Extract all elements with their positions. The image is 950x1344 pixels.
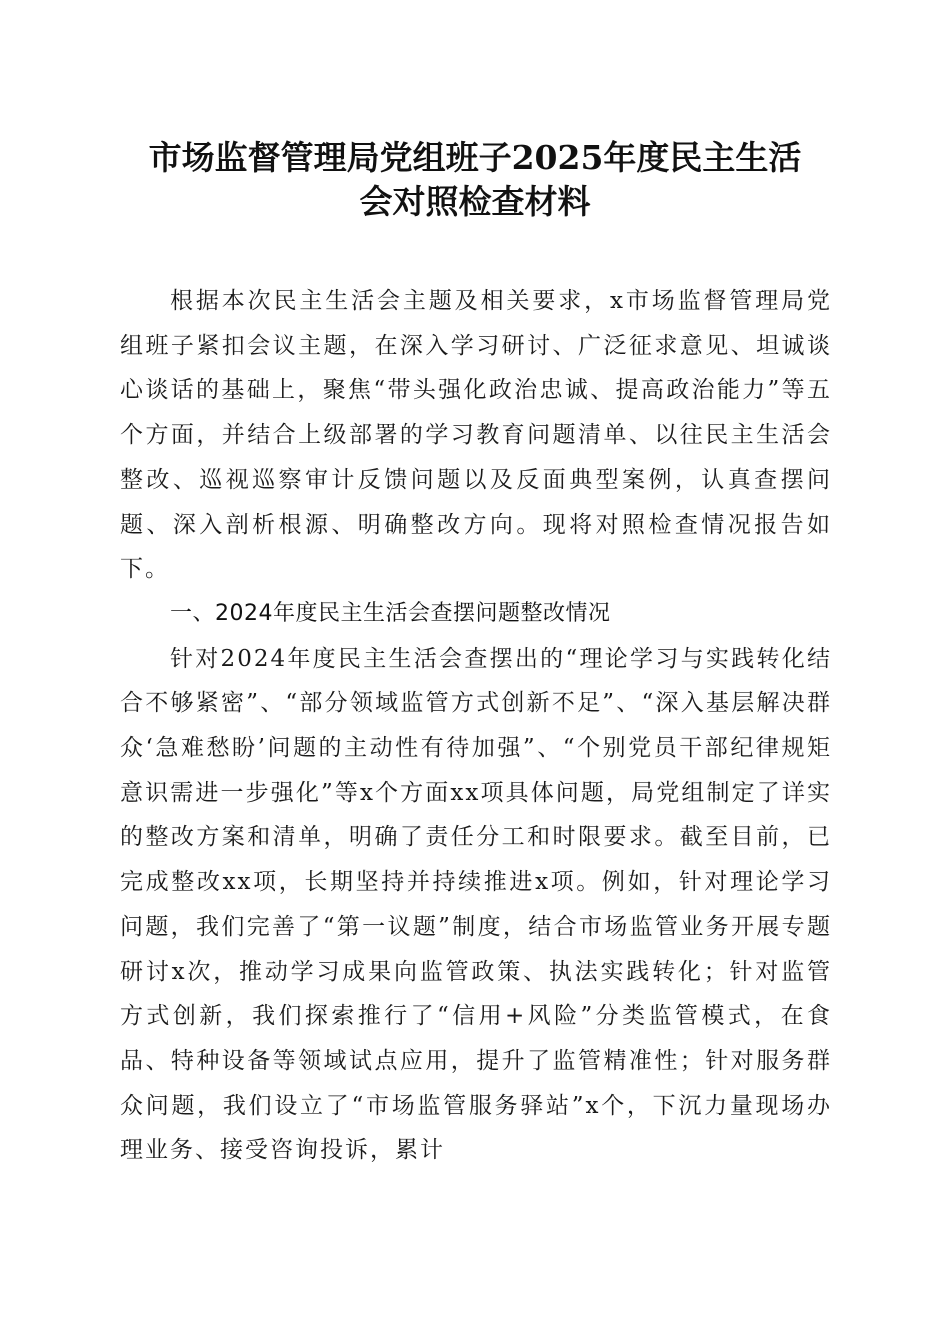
intro-paragraph: 根据本次民主生活会主题及相关要求，x市场监督管理局党组班子紧扣会议主题，在深入学习研讨、广泛征求意见、坦诚谈心谈话的基础上，聚焦“带头强化政治忠诚、提高政治能力”等五个方面，并结合上级部署的学习教育问题清单、以往民主生活会整改、巡视巡察审计反馈问题以及反面典型案例，认真查摆问题、深入剖析根源、明确整改方向。现将对照检查情况报告如下。: [120, 288, 832, 583]
document-body: [120, 279, 832, 1173]
title-line-1: 市场监督管理局党组班子2025年度民主生活: [148, 138, 802, 177]
section-1-heading: 一、2024年度民主生活会查摆问题整改情况: [170, 600, 611, 626]
title-line-2: 会对照检查材料: [359, 182, 591, 221]
document-title: [100, 136, 850, 224]
section-1-paragraph: 针对2024年度民主生活会查摆出的“理论学习与实践转化结合不够紧密”、“部分领域监管方式创新不足”、“深入基层解决群众‘急难愁盼’问题的主动性有待加强”、“个别党员干部纪律规矩意识需进一步强化”等x个方面xx项具体问题，局党组制定了详实的整改方案和清单，明确了责任分工和时限要求。截至目前，已完成整改xx项，长期坚持并持续推进x项。例如，针对理论学习问题，我们完善了“第一议题”制度，结合市场监管业务开展专题研讨x次，推动学习成果向监管政策、执法实践转化；针对监管方式创新，我们探索推行了“信用+风险”分类监管模式，在食品、特种设备等领域试点应用，提升了监管精准性；针对服务群众问题，我们设立了“市场监管服务驿站”x个，下沉力量现场办理业务、接受咨询投诉，累计: [120, 645, 832, 1164]
